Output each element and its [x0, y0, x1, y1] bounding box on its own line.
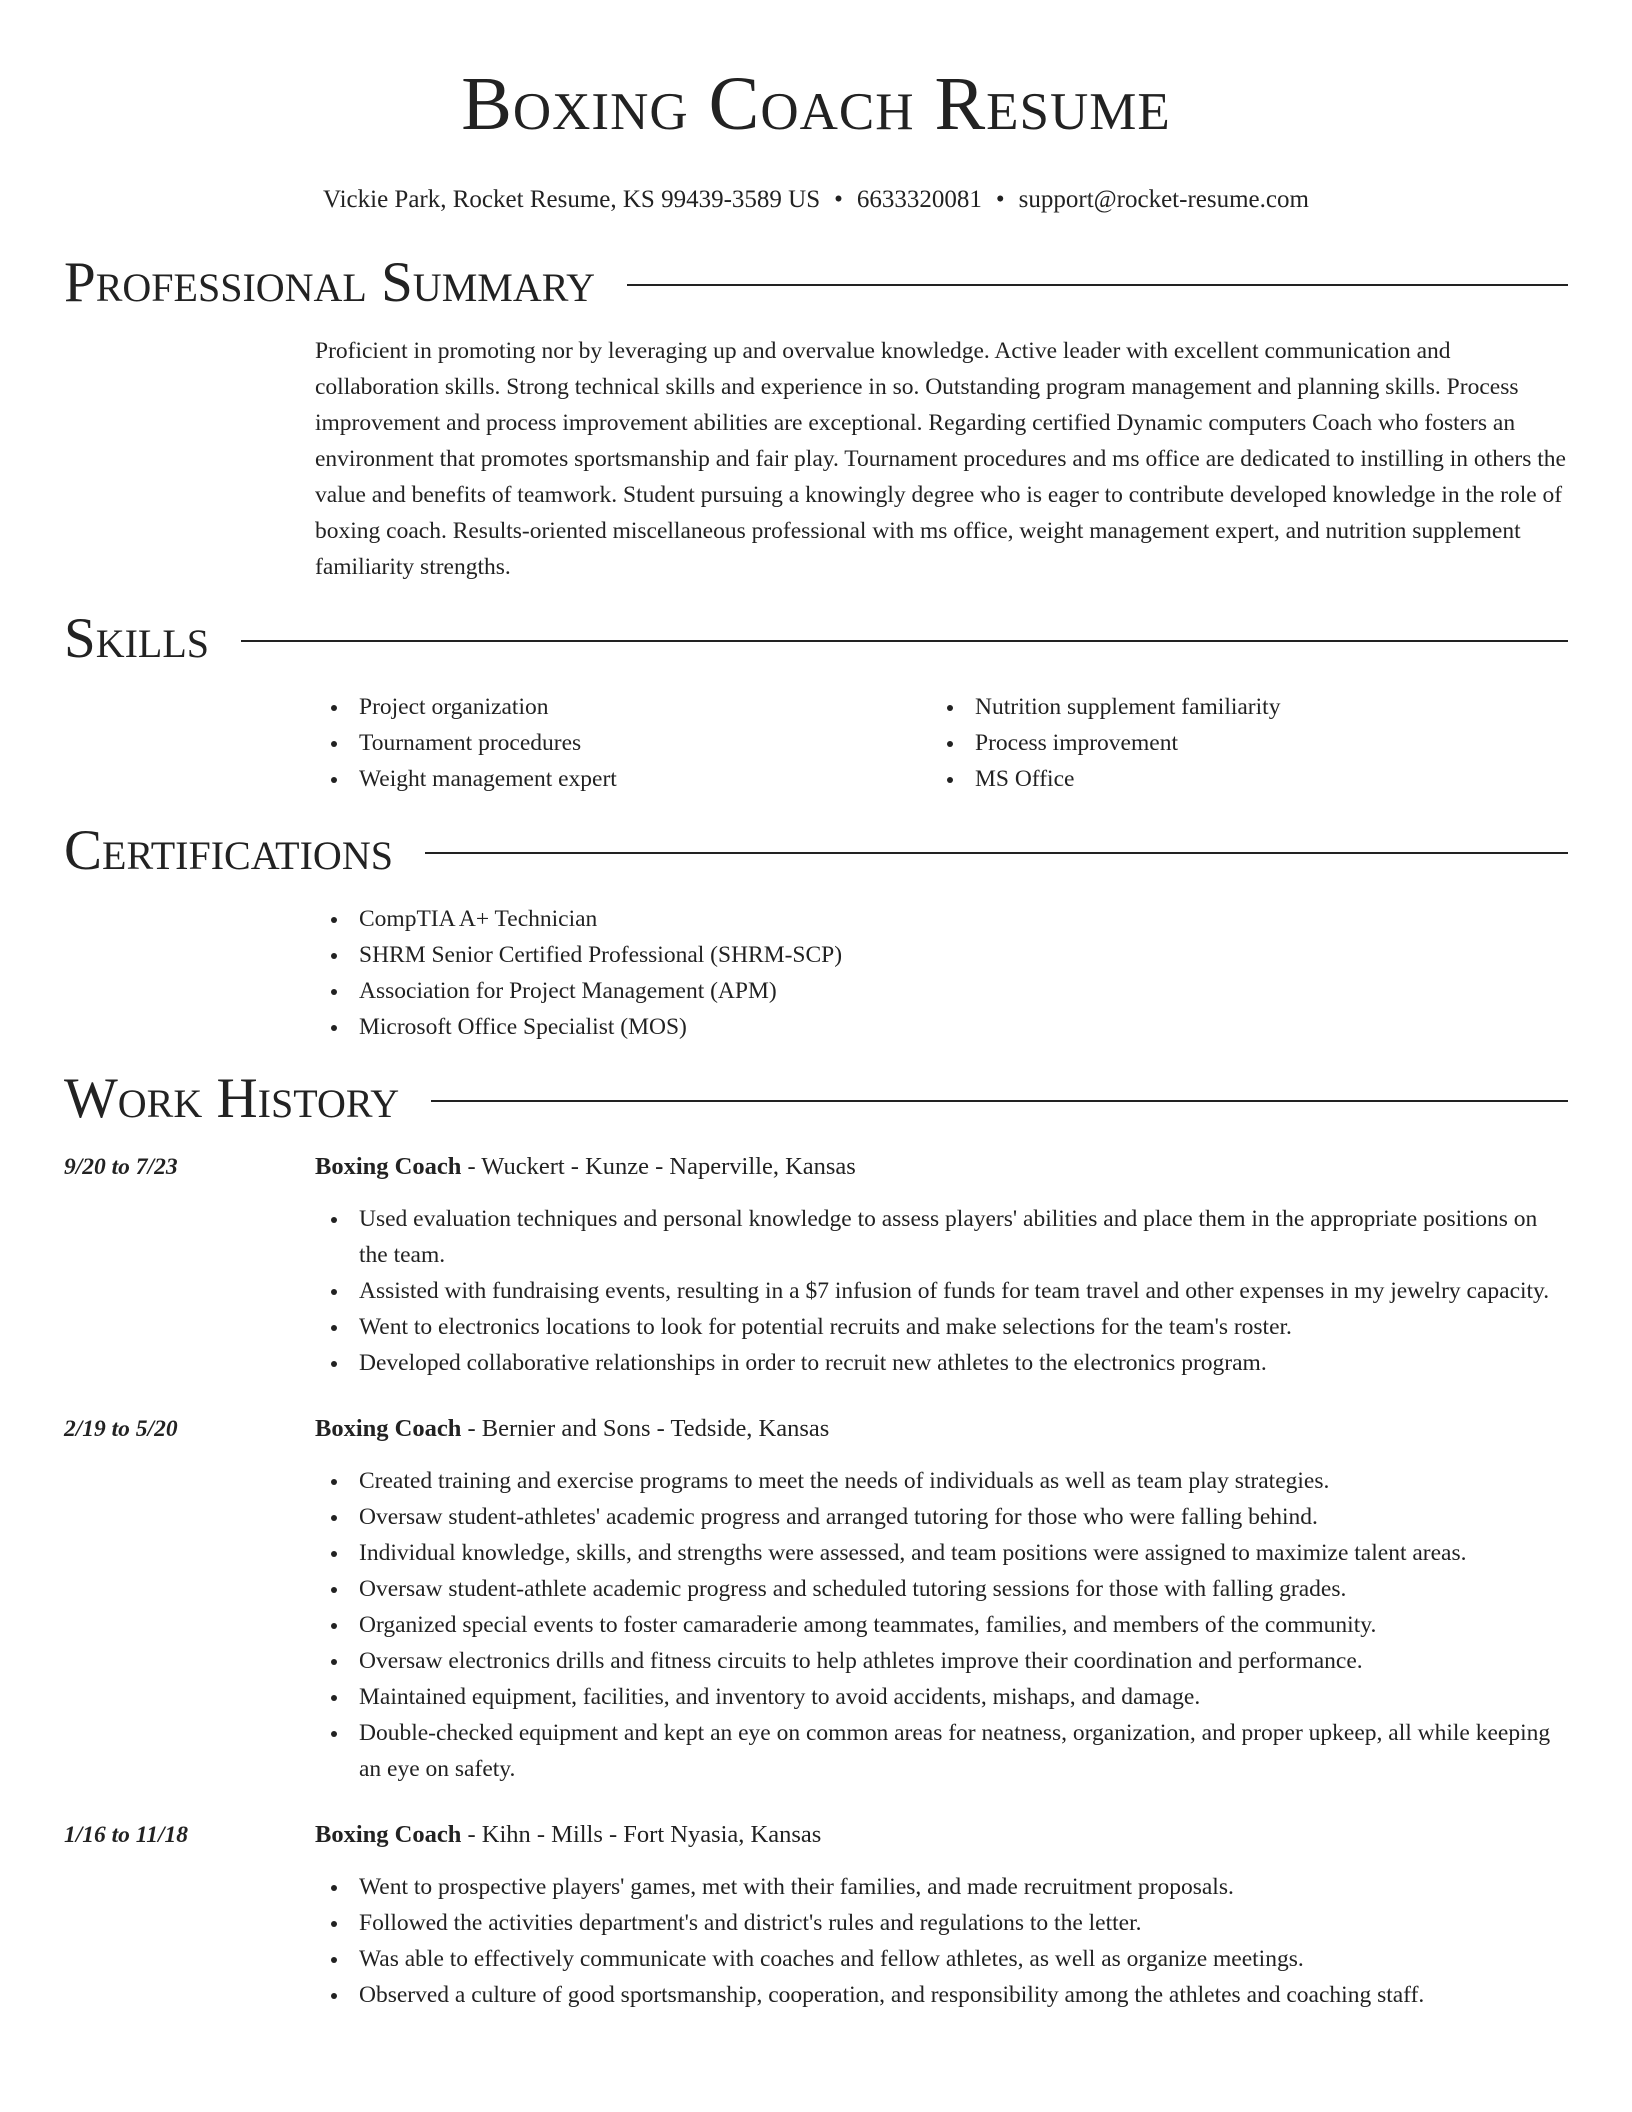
job-bullet: Organized special events to foster camaraderie among teammates, families, and members of the community.	[315, 1607, 1568, 1643]
job-dates: 1/16 to 11/18	[64, 1822, 189, 1848]
contact-separator: •	[995, 186, 1005, 213]
job-entry	[64, 1149, 1568, 1381]
job-header	[315, 1411, 1568, 1447]
job-body	[315, 1411, 1568, 1787]
job-body	[315, 1817, 1568, 2013]
skill-item: Weight management expert	[315, 761, 931, 797]
certifications-section-header	[64, 811, 1568, 891]
section-divider	[241, 640, 1568, 642]
job-bullet: Followed the activities department's and district's rules and regulations to the letter.	[315, 1905, 1568, 1941]
certifications-heading: Certifications	[64, 819, 393, 882]
work-history-heading: Work History	[64, 1067, 400, 1130]
job-dates: 9/20 to 7/23	[64, 1154, 178, 1180]
skill-item: MS Office	[931, 761, 1547, 797]
certification-item: CompTIA A+ Technician	[315, 901, 1568, 937]
job-bullet: Maintained equipment, facilities, and inventory to avoid accidents, mishaps, and damage.	[315, 1679, 1568, 1715]
skills-column-left	[315, 689, 931, 797]
certification-item: Microsoft Office Specialist (MOS)	[315, 1009, 1568, 1045]
job-bullet: Went to electronics locations to look for potential recruits and make selections for the team's roster.	[315, 1309, 1568, 1345]
job-bullet: Observed a culture of good sportsmanship, cooperation, and responsibility among the athletes and coaching staff.	[315, 1977, 1568, 2013]
summary-section-header	[64, 243, 1568, 323]
contact-separator: •	[834, 186, 843, 213]
section-divider	[627, 284, 1568, 286]
job-bullet: Double-checked equipment and kept an eye on common areas for neatness, organization, and proper upkeep, all while keeping an eye on safety.	[315, 1715, 1568, 1787]
skill-item: Process improvement	[931, 725, 1547, 761]
skills-list	[315, 689, 1568, 797]
job-entry	[64, 1411, 1568, 1787]
certifications-list	[315, 901, 1568, 1045]
summary-heading: Professional Summary	[64, 251, 596, 314]
job-bullet: Individual knowledge, skills, and strengths were assessed, and team positions were assigned to maximize talent areas.	[315, 1535, 1568, 1571]
job-title: Boxing Coach	[315, 1821, 462, 1848]
job-bullet: Created training and exercise programs to meet the needs of individuals as well as team play strategies.	[315, 1463, 1568, 1499]
skills-column-right	[931, 689, 1547, 797]
job-bullet: Oversaw student-athlete academic progress and scheduled tutoring sessions for those with falling grades.	[315, 1571, 1568, 1607]
job-employer: - Wuckert - Kunze - Naperville, Kansas	[461, 1153, 856, 1180]
job-title: Boxing Coach	[315, 1415, 462, 1442]
job-header	[315, 1817, 1568, 1853]
contact-address: Vickie Park, Rocket Resume, KS 99439-3589 US	[323, 186, 821, 213]
job-bullets	[315, 1201, 1568, 1381]
contact-email: support@rocket-resume.com	[1018, 186, 1309, 213]
job-employer: - Bernier and Sons - Tedside, Kansas	[461, 1415, 830, 1442]
certification-item: SHRM Senior Certified Professional (SHRM-SCP)	[315, 937, 1568, 973]
job-bullet: Went to prospective players' games, met with their families, and made recruitment proposals.	[315, 1869, 1568, 1905]
skill-item: Nutrition supplement familiarity	[931, 689, 1547, 725]
job-bullet: Assisted with fundraising events, resulting in a $7 infusion of funds for team travel and other expenses in my jewelry capacity.	[315, 1273, 1568, 1309]
section-divider	[431, 1100, 1568, 1102]
job-bullet: Developed collaborative relationships in order to recruit new athletes to the electronics program.	[315, 1345, 1568, 1381]
certification-item: Association for Project Management (APM)	[315, 973, 1568, 1009]
skills-heading: Skills	[64, 607, 210, 670]
job-bullet: Used evaluation techniques and personal knowledge to assess players' abilities and place them in the appropriate positions on the team.	[315, 1201, 1568, 1273]
job-header	[315, 1149, 1568, 1185]
skill-item: Tournament procedures	[315, 725, 931, 761]
skill-item: Project organization	[315, 689, 931, 725]
job-bullet: Was able to effectively communicate with coaches and fellow athletes, as well as organize meetings.	[315, 1941, 1568, 1977]
job-entry	[64, 1817, 1568, 2013]
contact-line	[64, 184, 1568, 216]
job-dates: 2/19 to 5/20	[64, 1416, 178, 1442]
job-body	[315, 1149, 1568, 1381]
job-bullet: Oversaw electronics drills and fitness circuits to help athletes improve their coordination and performance.	[315, 1643, 1568, 1679]
summary-text: Proficient in promoting nor by leveraging up and overvalue knowledge. Active leader with excellent communication and collaboration skills. Strong technical skills and experience in so. Outstanding program management and planning skills. Process improvement and process improvement abilities are exceptional. Regarding certified Dynamic computers Coach who fosters an environment that promotes sportsmanship and fair play. Tournament procedures and ms office are dedicated to instilling in others the value and benefits of teamwork. Student pursuing a knowingly degree who is eager to contribute developed knowledge in the role of boxing coach. Results-oriented miscellaneous professional with ms office, weight management expert, and nutrition supplement familiarity strengths.	[315, 338, 1566, 580]
job-bullets	[315, 1463, 1568, 1787]
job-employer: - Kihn - Mills - Fort Nyasia, Kansas	[461, 1821, 822, 1848]
job-bullets	[315, 1869, 1568, 2013]
job-bullet: Oversaw student-athletes' academic progress and arranged tutoring for those who were falling behind.	[315, 1499, 1568, 1535]
section-divider	[425, 852, 1568, 854]
work-history-section-header	[64, 1059, 1568, 1139]
contact-phone: 6633320081	[856, 186, 982, 213]
job-title: Boxing Coach	[315, 1153, 462, 1180]
resume-title: Boxing Coach Resume	[461, 62, 1171, 146]
skills-section-header	[64, 599, 1568, 679]
